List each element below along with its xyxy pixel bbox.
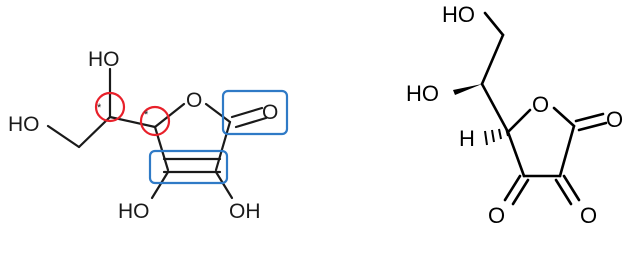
bond-r-c4-h-hashed: [485, 128, 508, 145]
right-label-carbonyl-oxygen-bottom-left: O: [488, 203, 506, 228]
bond-c1-carbonyl-a: [232, 108, 262, 117]
left-label-oh-bottom-left: HO: [118, 200, 150, 223]
stereo-mark-2: *: [144, 109, 149, 121]
left-label-carbonyl-oxygen: O: [262, 101, 279, 124]
bond-r-ch2-c5: [482, 35, 503, 84]
bond-r-c1-o-a: [576, 114, 603, 121]
bond-r-c1-c2: [560, 126, 574, 176]
left-label-ho-left: HO: [8, 113, 40, 136]
right-label-ho-top: HO: [442, 2, 475, 27]
bond-r-c4-ring-o: [508, 110, 530, 132]
bond-c3-oh: [152, 172, 168, 198]
right-molecule: [406, 2, 623, 228]
bond-r-c5-oh-wedge: [453, 84, 482, 95]
bond-r-ring-o-c1: [554, 108, 574, 126]
stereo-mark-1: *: [97, 102, 102, 114]
bond-r-ho-ch2: [485, 13, 503, 35]
left-label-ho-top: HO: [88, 48, 120, 71]
right-label-carbonyl-oxygen-right: O: [606, 107, 624, 132]
bond-c2-oh: [216, 172, 232, 198]
left-label-oh-bottom-right: OH: [229, 200, 261, 223]
right-label-ring-oxygen: O: [532, 92, 550, 117]
left-label-ring-oxygen: O: [186, 89, 203, 112]
bond-r-c4-c3: [508, 132, 524, 176]
left-molecule: [8, 48, 287, 223]
bond-ch2-c5: [79, 117, 110, 147]
bond-ring-o-c1: [206, 104, 230, 122]
right-label-ho-mid: HO: [406, 81, 439, 106]
double-bond-group-highlight: [150, 151, 227, 183]
bond-r-c1-o-b: [579, 123, 606, 130]
right-label-carbonyl-oxygen-bottom-right: O: [580, 203, 598, 228]
right-label-hydrogen: H: [459, 126, 475, 151]
bond-ch2-o-ho: [48, 126, 79, 147]
bond-r-c5-c4: [482, 84, 508, 132]
